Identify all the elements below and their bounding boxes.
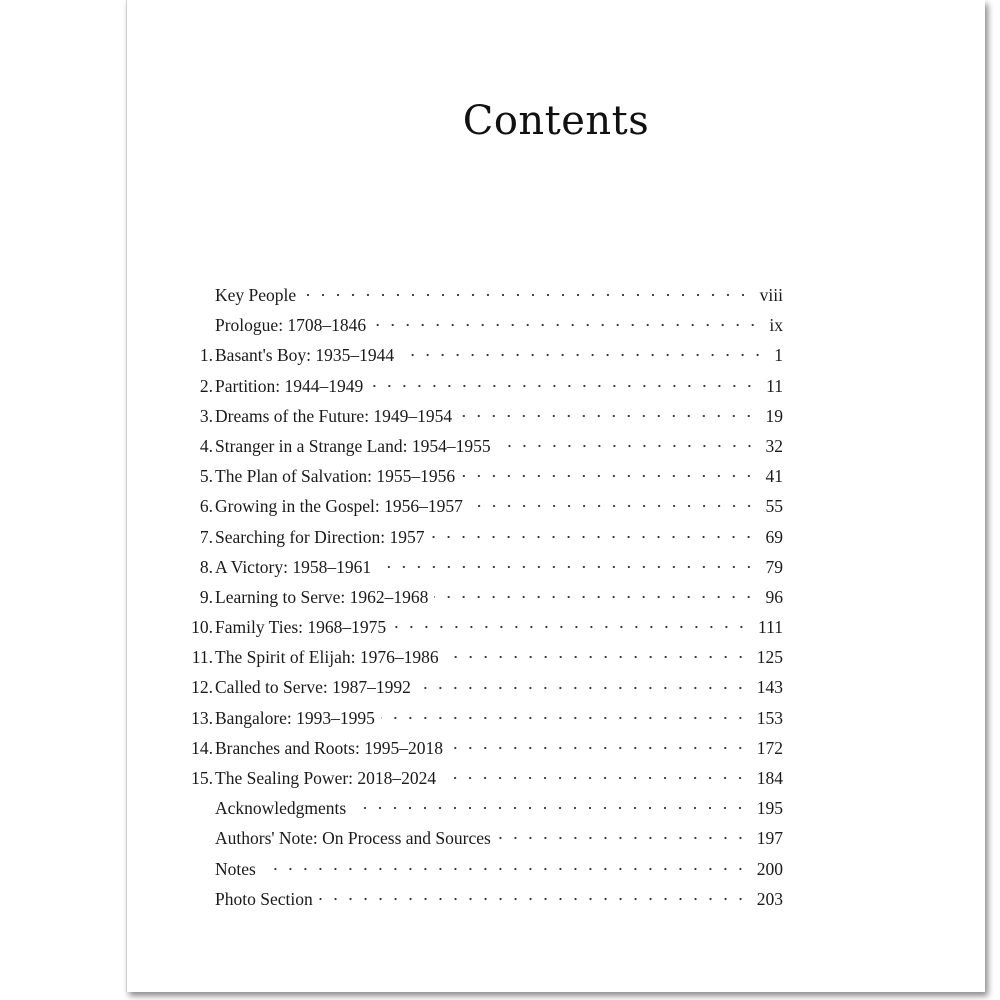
toc-entry: [191, 642, 783, 672]
page-number: 55: [765, 496, 783, 517]
entry-title: Growing in the Gospel: 1956–1957: [215, 496, 463, 517]
entry-title: Photo Section: [215, 888, 313, 909]
chapter-number: 2.: [199, 375, 213, 396]
dot-leader: [469, 491, 760, 521]
dot-leader: [445, 642, 751, 672]
chapter-number: 7.: [199, 526, 213, 547]
chapter-number: 12.: [191, 677, 213, 698]
page-number: 143: [756, 677, 783, 698]
dot-leader: [319, 884, 751, 914]
chapter-number: 14.: [191, 737, 213, 758]
dot-leader: [400, 340, 768, 370]
chapter-number: 3.: [199, 405, 213, 426]
book-page: [126, 0, 985, 992]
chapter-number: 13.: [191, 707, 213, 728]
entry-title: Called to Serve: 1987–1992: [215, 677, 411, 698]
page-number: 197: [756, 828, 783, 849]
dot-leader: [461, 461, 759, 491]
entry-title: A Victory: 1958–1961: [215, 556, 372, 577]
page-number: 200: [756, 858, 783, 879]
entry-title: Prologue: 1708–1846: [215, 315, 367, 336]
entry-title: The Sealing Power: 2018–2024: [215, 768, 437, 788]
toc-entry: [191, 703, 783, 733]
dot-leader: [352, 793, 751, 823]
chapter-number: 4.: [199, 435, 213, 456]
chapter-number: 1.: [199, 345, 213, 366]
dot-leader: [417, 673, 751, 703]
entry-title: Family Ties: 1968–1975: [215, 617, 387, 638]
page-number: 125: [756, 647, 783, 668]
dot-leader: [430, 522, 759, 552]
page-number: 195: [756, 798, 783, 819]
toc-entry: [215, 280, 783, 310]
page-number: 1: [774, 345, 783, 366]
toc-entry: [199, 431, 783, 461]
toc-entry: [199, 582, 783, 612]
entry-title: Bangalore: 1993–1995: [215, 707, 375, 728]
entry-title: The Spirit of Elijah: 1976–1986: [215, 647, 439, 668]
toc-entry: [199, 340, 783, 370]
page-number: 96: [765, 586, 783, 607]
entry-title: Authors' Note: On Process and Sources: [215, 828, 491, 849]
toc-entry: [199, 522, 783, 552]
page-number: 203: [756, 888, 783, 909]
page-number: 172: [756, 737, 783, 758]
toc-entry: [215, 854, 783, 884]
dot-leader: [497, 823, 751, 853]
dot-leader: [434, 582, 759, 612]
dot-leader: [372, 310, 763, 340]
entry-title: Acknowledgments: [215, 798, 347, 819]
entry-title: The Plan of Salvation: 1955–1956: [215, 466, 456, 487]
toc-entry: [191, 612, 783, 642]
table-of-contents: [191, 280, 783, 914]
chapter-number: 10.: [191, 617, 213, 638]
entry-title: Partition: 1944–1949: [215, 375, 364, 396]
entry-title: Searching for Direction: 1957: [215, 526, 425, 547]
dot-leader: [262, 854, 751, 884]
dot-leader: [442, 763, 751, 793]
toc-entry: [215, 884, 783, 914]
toc-entry: [199, 552, 783, 582]
toc-entry: [191, 672, 783, 702]
page-number: ix: [769, 315, 783, 336]
entry-title: Notes: [215, 858, 256, 879]
dot-leader: [458, 401, 759, 431]
dot-leader: [377, 552, 759, 582]
toc-entry: [199, 461, 783, 491]
toc-entry: [191, 763, 783, 793]
chapter-number: 15.: [191, 768, 213, 788]
page-number: 32: [765, 435, 783, 456]
dot-leader: [302, 280, 753, 310]
page-number: 111: [758, 617, 783, 638]
chapter-number: 11.: [191, 647, 213, 668]
entry-title: Branches and Roots: 1995–2018: [215, 737, 443, 758]
chapter-number: 9.: [199, 586, 213, 607]
entry-title: Stranger in a Strange Land: 1954–1955: [215, 435, 491, 456]
dot-leader: [497, 431, 760, 461]
toc-entry: [191, 733, 783, 763]
toc-entry: [199, 371, 783, 401]
dot-leader: [369, 371, 760, 401]
chapter-number: 8.: [199, 556, 213, 577]
dot-leader: [381, 703, 751, 733]
chapter-number: 6.: [199, 496, 213, 517]
entry-title: Learning to Serve: 1962–1968: [215, 586, 429, 607]
page-number: 11: [766, 375, 783, 396]
toc-entry: [215, 793, 783, 823]
entry-title: Basant's Boy: 1935–1944: [215, 345, 395, 366]
page-number: 79: [765, 556, 783, 577]
toc-entry: [215, 823, 783, 853]
page-number: viii: [759, 285, 783, 305]
page-number: 153: [756, 707, 783, 728]
entry-title: Dreams of the Future: 1949–1954: [215, 405, 453, 426]
dot-leader: [449, 733, 751, 763]
dot-leader: [392, 612, 752, 642]
entry-title: Key People: [215, 285, 297, 305]
page-number: 41: [765, 466, 783, 487]
page-number: 19: [765, 405, 783, 426]
page-title: Contents: [462, 98, 650, 144]
toc-entry: [199, 401, 783, 431]
page-number: 69: [765, 526, 783, 547]
toc-entry: [215, 310, 783, 340]
toc-entry: [199, 491, 783, 521]
page-number: 184: [756, 768, 783, 788]
chapter-number: 5.: [199, 466, 213, 487]
